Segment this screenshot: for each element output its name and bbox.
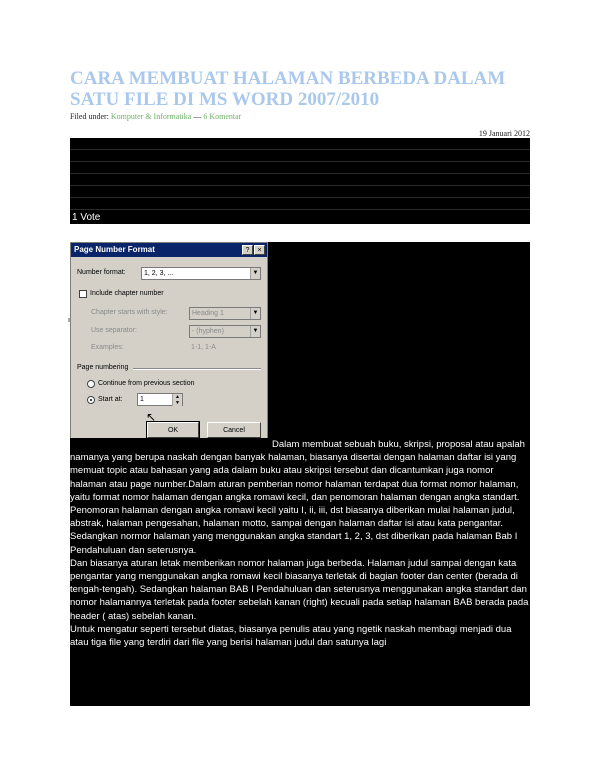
spinner-arrows-icon[interactable]: ▲ ▼ <box>172 394 182 406</box>
page-number-format-dialog <box>70 242 268 442</box>
filed-under <box>70 112 241 121</box>
article-paragraph: Dan biasanya aturan letak memberikan nomor halaman juga berbeda. Halaman judul sampai dengan kata pengantar yang menggunakan angka romawi kecil biasanya terletak di bagian footer dan center (berada di tengah-tengah). Sedangkan halaman BAB I Pendahuluan dan seterusnya menggunakan angka standart dan nomor halamannya terletak pada footer sebelah kanan (right) kecuali pada setiap halaman BAB berada pada header ( atas) sebelah kanan. <box>70 557 529 622</box>
post-date: 19 Januari 2012 <box>478 129 530 138</box>
chevron-down-icon: ▼ <box>250 326 260 337</box>
group-divider <box>133 368 261 370</box>
chevron-down-icon: ▼ <box>250 268 260 279</box>
dialog-title: Page Number Format <box>71 243 267 257</box>
number-format-select[interactable] <box>141 267 261 280</box>
include-chapter-checkbox[interactable] <box>79 290 87 298</box>
page-title: CARA MEMBUAT HALAMAN BERBEDA DALAM SATU FILE DI MS WORD 2007/2010 <box>70 68 506 110</box>
use-separator-value: - (hyphen) <box>192 328 224 335</box>
band-divider <box>70 185 530 186</box>
close-icon[interactable]: × <box>254 245 265 255</box>
vote-count: 1 Vote <box>72 212 101 223</box>
start-at-radio[interactable] <box>87 396 95 404</box>
use-separator-select[interactable] <box>189 325 261 338</box>
examples-label: Examples: <box>91 344 124 351</box>
chevron-down-icon: ▼ <box>250 308 260 319</box>
article-paragraph: Dalam membuat sebuah buku, skripsi, proposal atau apalah namanya yang berupa naskah dengan banyak halaman, biasanya disertai dengan halaman daftar isi yang memuat topic atau bahasan yang ada dalam buku atau skripsi tersebut dan dicantumkan juga nomor halaman atau page number.Dalam aturan pemberian nomor halaman terdapat dua format nomor halaman, yaitu format nomor halaman dengan angka romawi kecil, dan penomoran halaman dengan angka standart. Penomoran halaman dengan angka romawi kecil yaitu I, ii, iii, dst biasanya diberikan mulai halaman judul, abstrak, halaman pengesahan, halaman motto, sampai dengan halaman daftar isi atau kata pengantar. Sedangkan normor halaman yang menggunakan angka standart 1, 2, 3, dst diberikan pada halaman Bab I Pendahuluan dan seterusnya. <box>70 439 525 556</box>
number-format-label: Number format: <box>77 269 126 276</box>
band-divider <box>70 161 530 162</box>
chapter-style-select[interactable] <box>189 307 261 320</box>
include-chapter-label: Include chapter number <box>90 290 164 297</box>
category-link[interactable]: Komputer & Informatika <box>110 112 192 121</box>
filed-under-label: Filed under: <box>70 112 109 121</box>
page-numbering-label: Page numbering <box>77 364 129 371</box>
mouse-cursor-icon: ↖ <box>146 410 157 424</box>
article-body <box>70 438 530 706</box>
start-at-value: 1 <box>140 396 144 403</box>
continue-label: Continue from previous section <box>98 380 195 387</box>
article-paragraph: Untuk mengatur seperti tersebut diatas, biasanya penulis atau yang ngetik naskah membagi menjadi dua atau tiga file yang terdiri dari file yang berisi halaman judul dan satunya lagi <box>70 623 512 649</box>
band-divider <box>70 149 530 150</box>
separator: — <box>193 112 202 121</box>
band-divider <box>70 197 530 198</box>
band-divider <box>70 209 530 210</box>
examples-value: 1-1, 1-A <box>191 344 216 351</box>
rating-band <box>70 138 530 224</box>
comments-link[interactable]: 6 Komentar <box>203 112 242 121</box>
use-separator-label: Use separator: <box>91 327 137 334</box>
start-at-input[interactable] <box>137 393 183 406</box>
help-icon[interactable]: ? <box>242 245 253 255</box>
start-at-label: Start at: <box>98 396 123 403</box>
cancel-button[interactable]: Cancel <box>207 422 261 438</box>
ok-button[interactable]: OK <box>147 422 199 438</box>
band-divider <box>70 173 530 174</box>
number-format-value: 1, 2, 3, ... <box>144 270 174 277</box>
continue-radio[interactable] <box>87 380 95 388</box>
chapter-style-label: Chapter starts with style: <box>91 309 168 316</box>
image-background <box>268 242 530 442</box>
chapter-style-value: Heading 1 <box>192 310 224 317</box>
